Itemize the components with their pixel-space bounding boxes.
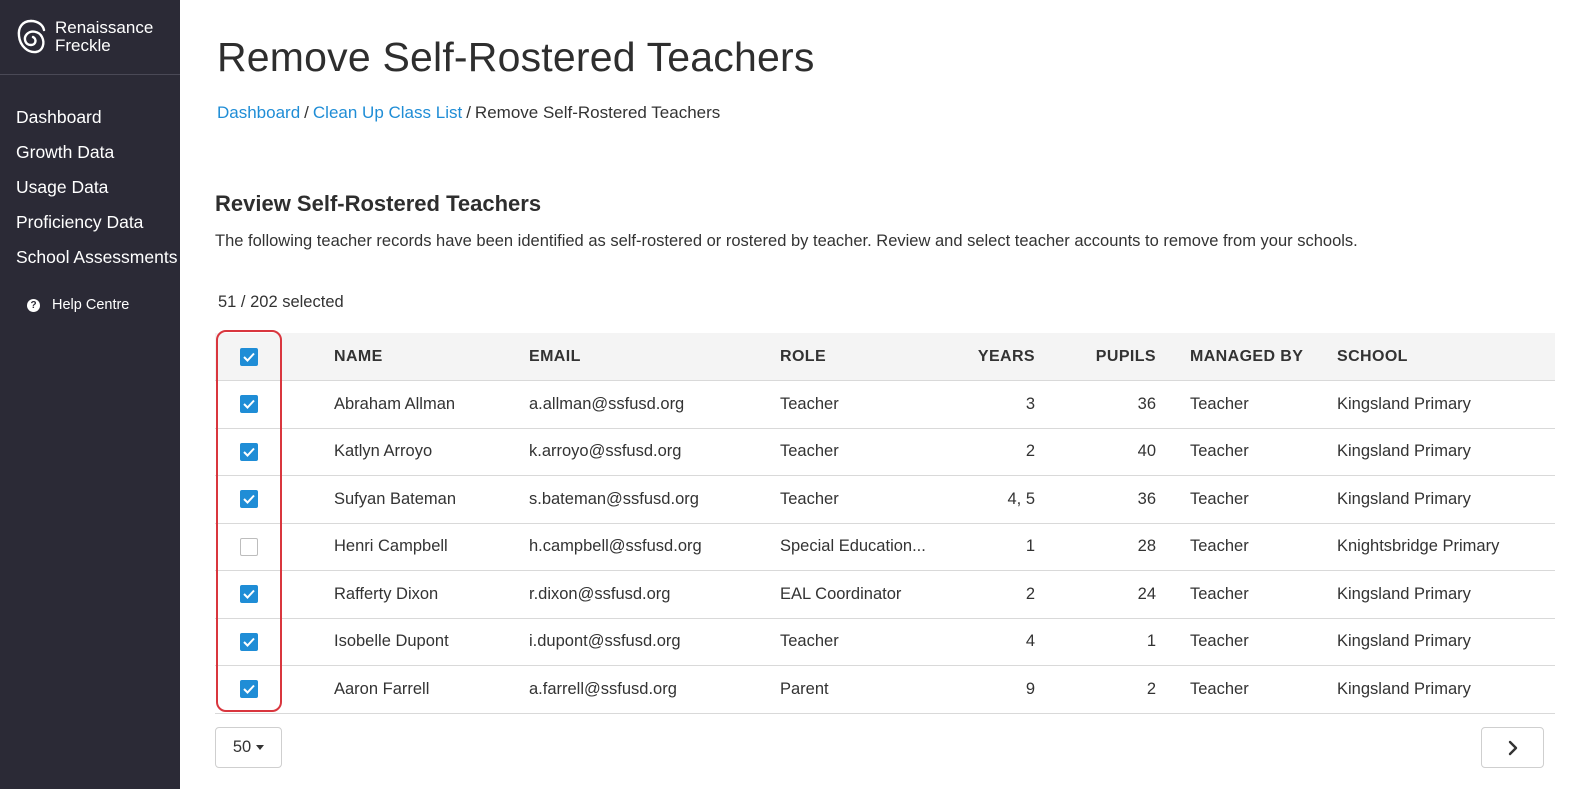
breadcrumb xyxy=(217,103,720,123)
cell-email: a.allman@ssfusd.org xyxy=(529,394,685,413)
cell-years: 4, 5 xyxy=(1007,489,1035,508)
brand[interactable] xyxy=(0,0,180,75)
cell-years: 9 xyxy=(1025,679,1035,698)
column-header-email[interactable]: EMAIL xyxy=(529,347,581,365)
cell-managed-by: Teacher xyxy=(1190,584,1249,603)
table-row[interactable] xyxy=(215,666,1555,714)
cell-role: Teacher xyxy=(780,489,839,508)
row-checkbox-cell xyxy=(240,476,258,523)
select-all-checkbox[interactable] xyxy=(240,348,258,366)
cell-role: Teacher xyxy=(780,632,839,651)
cell-pupils: 36 xyxy=(1137,489,1156,508)
cell-role: Teacher xyxy=(780,394,839,413)
sidebar-item-usage-data[interactable]: Usage Data xyxy=(16,177,109,197)
cell-school: Kingsland Primary xyxy=(1337,632,1471,651)
column-header-role[interactable]: ROLE xyxy=(780,347,827,365)
row-select-checkbox[interactable] xyxy=(240,490,258,508)
cell-name: Aaron Farrell xyxy=(334,679,430,698)
cell-pupils: 2 xyxy=(1146,679,1156,698)
cell-managed-by: Teacher xyxy=(1190,537,1249,556)
cell-school: Knightsbridge Primary xyxy=(1337,537,1500,556)
cell-name: Henri Campbell xyxy=(334,537,448,556)
column-header-managed-by[interactable]: MANAGED BY xyxy=(1190,347,1304,365)
section-title: Review Self-Rostered Teachers xyxy=(215,191,542,216)
selected-count: 51 / 202 selected xyxy=(218,293,344,311)
row-select-checkbox[interactable] xyxy=(240,443,258,461)
cell-name: Abraham Allman xyxy=(334,394,456,413)
cell-pupils: 36 xyxy=(1137,394,1156,413)
cell-email: a.farrell@ssfusd.org xyxy=(529,679,677,698)
cell-email: s.bateman@ssfusd.org xyxy=(529,489,699,508)
row-select-checkbox[interactable] xyxy=(240,585,258,603)
cell-managed-by: Teacher xyxy=(1190,489,1249,508)
checkmark-icon xyxy=(243,352,255,362)
cell-email: i.dupont@ssfusd.org xyxy=(529,632,681,651)
cell-years: 4 xyxy=(1025,632,1035,651)
cell-school: Kingsland Primary xyxy=(1337,679,1471,698)
freckle-logo-icon xyxy=(16,18,46,56)
cell-role: Parent xyxy=(780,679,829,698)
row-select-checkbox[interactable] xyxy=(240,538,258,556)
cell-managed-by: Teacher xyxy=(1190,442,1249,461)
caret-down-icon xyxy=(256,745,264,750)
next-page-button[interactable] xyxy=(1481,727,1544,768)
checkmark-icon xyxy=(243,589,255,599)
sidebar-item-proficiency-data[interactable]: Proficiency Data xyxy=(16,212,144,232)
row-checkbox-cell xyxy=(240,619,258,666)
checkmark-icon xyxy=(243,447,255,457)
header-checkbox-cell xyxy=(240,333,258,380)
help-centre-label: Help Centre xyxy=(52,297,130,313)
table-row[interactable] xyxy=(215,429,1555,477)
cell-pupils: 28 xyxy=(1137,537,1156,556)
cell-name: Sufyan Bateman xyxy=(334,489,456,508)
column-header-school[interactable]: SCHOOL xyxy=(1337,347,1408,365)
brand-line-2: Freckle xyxy=(55,36,111,55)
help-icon: ? xyxy=(27,299,40,312)
cell-pupils: 40 xyxy=(1137,442,1156,461)
section-description: The following teacher records have been identified as self-rostered or rostered by teacher. Review and select teacher accounts to remove from your schools. xyxy=(215,232,1358,250)
breadcrumb-separator: / xyxy=(304,103,309,122)
breadcrumb-current: Remove Self-Rostered Teachers xyxy=(474,103,721,122)
sidebar-item-school-assessments[interactable]: School Assessments xyxy=(16,247,178,267)
cell-role: Special Education... xyxy=(780,537,926,556)
cell-managed-by: Teacher xyxy=(1190,632,1249,651)
row-checkbox-cell xyxy=(240,666,258,713)
teachers-table xyxy=(215,333,1555,714)
table-row[interactable] xyxy=(215,524,1555,572)
row-checkbox-cell xyxy=(240,429,258,476)
table-row[interactable] xyxy=(215,381,1555,429)
sidebar-item-growth-data[interactable]: Growth Data xyxy=(16,142,115,162)
row-select-checkbox[interactable] xyxy=(240,680,258,698)
page-size-select[interactable] xyxy=(215,727,282,768)
brand-line-1: Renaissance xyxy=(55,18,154,37)
cell-name: Rafferty Dixon xyxy=(334,584,439,603)
column-header-years[interactable]: YEARS xyxy=(977,347,1035,365)
page-size-value: 50 xyxy=(232,738,252,756)
help-centre-link[interactable] xyxy=(0,297,180,313)
checkmark-icon xyxy=(243,684,255,694)
cell-name: Isobelle Dupont xyxy=(334,632,449,651)
table-row[interactable] xyxy=(215,476,1555,524)
checkmark-icon xyxy=(243,494,255,504)
cell-role: Teacher xyxy=(780,442,839,461)
cell-role: EAL Coordinator xyxy=(780,584,902,603)
cell-years: 2 xyxy=(1025,584,1035,603)
cell-school: Kingsland Primary xyxy=(1337,442,1471,461)
table-row[interactable] xyxy=(215,619,1555,667)
cell-years: 3 xyxy=(1025,394,1035,413)
row-checkbox-cell xyxy=(240,571,258,618)
cell-school: Kingsland Primary xyxy=(1337,584,1471,603)
cell-email: k.arroyo@ssfusd.org xyxy=(529,442,682,461)
brand-name xyxy=(55,19,153,55)
breadcrumb-dashboard[interactable]: Dashboard xyxy=(217,103,301,122)
breadcrumb-clean-up-class-list[interactable]: Clean Up Class List xyxy=(312,103,463,122)
checkmark-icon xyxy=(243,637,255,647)
cell-school: Kingsland Primary xyxy=(1337,489,1471,508)
table-body xyxy=(215,381,1555,714)
row-select-checkbox[interactable] xyxy=(240,633,258,651)
chevron-right-icon xyxy=(1507,740,1519,756)
breadcrumb-separator: / xyxy=(466,103,471,122)
checkmark-icon xyxy=(243,399,255,409)
sidebar xyxy=(0,0,180,789)
table-row[interactable] xyxy=(215,571,1555,619)
column-header-pupils[interactable]: PUPILS xyxy=(1095,347,1156,365)
cell-school: Kingsland Primary xyxy=(1337,394,1471,413)
cell-pupils: 1 xyxy=(1146,632,1156,651)
cell-years: 1 xyxy=(1025,537,1035,556)
column-header-name[interactable]: NAME xyxy=(334,347,383,365)
cell-years: 2 xyxy=(1025,442,1035,461)
main-content xyxy=(180,0,1573,789)
sidebar-nav xyxy=(0,75,180,275)
cell-email: r.dixon@ssfusd.org xyxy=(529,584,671,603)
table-header xyxy=(215,333,1555,381)
cell-managed-by: Teacher xyxy=(1190,394,1249,413)
page-title: Remove Self-Rostered Teachers xyxy=(217,34,815,80)
cell-name: Katlyn Arroyo xyxy=(334,442,433,461)
sidebar-item-dashboard[interactable]: Dashboard xyxy=(16,107,102,127)
cell-managed-by: Teacher xyxy=(1190,679,1249,698)
cell-email: h.campbell@ssfusd.org xyxy=(529,537,702,556)
row-select-checkbox[interactable] xyxy=(240,395,258,413)
row-checkbox-cell xyxy=(240,524,258,571)
row-checkbox-cell xyxy=(240,381,258,428)
cell-pupils: 24 xyxy=(1137,584,1156,603)
